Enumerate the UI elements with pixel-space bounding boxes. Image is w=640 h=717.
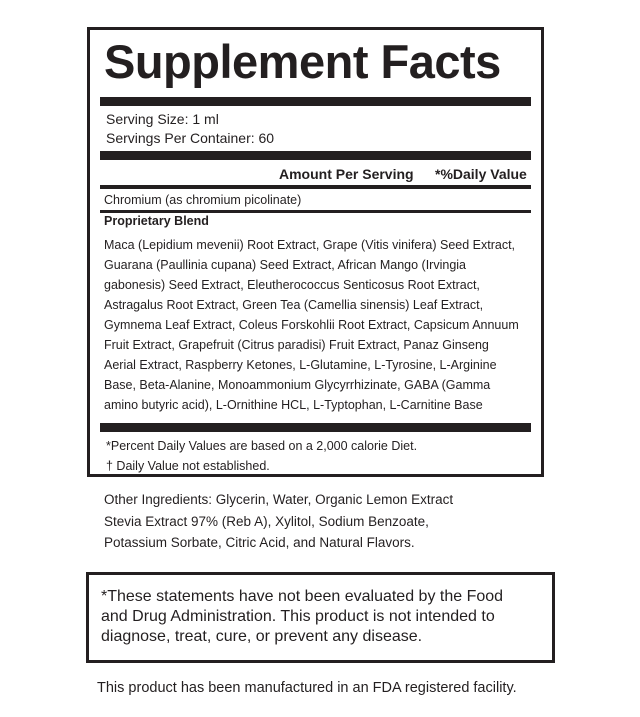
thick-divider — [100, 97, 531, 106]
blend-line: gabonesis) Seed Extract, Eleutherococcus Senticosus Root Extract, — [104, 278, 480, 292]
other-ingredients-line: Other Ingredients: Glycerin, Water, Organic Lemon Extract — [104, 492, 454, 507]
daily-value-footnote: *Percent Daily Values are based on a 2,000 calorie Diet. — [106, 439, 418, 453]
blend-line: Maca (Lepidium mevenii) Root Extract, Grape (Vitis vinifera) Seed Extract, — [104, 238, 516, 252]
blend-title: Proprietary Blend — [104, 214, 209, 228]
medium-divider — [100, 185, 531, 189]
blend-line: Aerial Extract, Raspberry Ketones, L-Glutamine, L-Tyrosine, L-Arginine — [104, 358, 497, 372]
disclaimer-line: and Drug Administration. This product is not intended to — [101, 608, 495, 625]
thick-divider — [100, 423, 531, 432]
disclaimer-line: diagnose, treat, cure, or prevent any disease. — [101, 628, 423, 645]
medium-divider — [100, 210, 531, 213]
dagger-footnote: † Daily Value not established. — [106, 459, 270, 473]
disclaimer-line: *These statements have not been evaluated by the Food — [101, 588, 504, 605]
blend-line: Gymnema Leaf Extract, Coleus Forskohlii Root Extract, Capsicum Annuum — [104, 318, 519, 332]
servings-per-container: Servings Per Container: 60 — [106, 130, 275, 146]
fda-disclaimer — [101, 587, 503, 647]
blend-line: Base, Beta-Alanine, Monoammonium Glycyrrhizinate, GABA (Gamma — [104, 378, 491, 392]
amount-header: Amount Per Serving — [279, 166, 414, 182]
blend-line: Astragalus Root Extract, Green Tea (Camellia sinensis) Leaf Extract, — [104, 298, 484, 312]
chromium-row: Chromium (as chromium picolinate) — [104, 193, 302, 207]
fda-disclaimer-box — [86, 572, 555, 663]
other-ingredients-line: Potassium Sorbate, Citric Acid, and Natural Flavors. — [104, 535, 415, 550]
blend-line: Guarana (Paullinia cupana) Seed Extract, African Mango (Irvingia — [104, 258, 466, 272]
serving-size: Serving Size: 1 ml — [106, 111, 219, 127]
daily-value-header: *%Daily Value — [435, 166, 527, 182]
blend-line: Fruit Extract, Grapefruit (Citrus paradisi) Fruit Extract, Panaz Ginseng — [104, 338, 489, 352]
facility-note: This product has been manufactured in an FDA registered facility. — [97, 680, 517, 696]
blend-ingredients — [104, 235, 534, 415]
other-ingredients-line: Stevia Extract 97% (Reb A), Xylitol, Sodium Benzoate, — [104, 514, 429, 529]
supplement-facts-panel — [87, 27, 544, 477]
thick-divider — [100, 151, 531, 160]
blend-line: amino butyric acid), L-Ornithine HCL, L-Typtophan, L-Carnitine Base — [104, 398, 483, 412]
facts-title: Supplement Facts — [104, 35, 501, 88]
